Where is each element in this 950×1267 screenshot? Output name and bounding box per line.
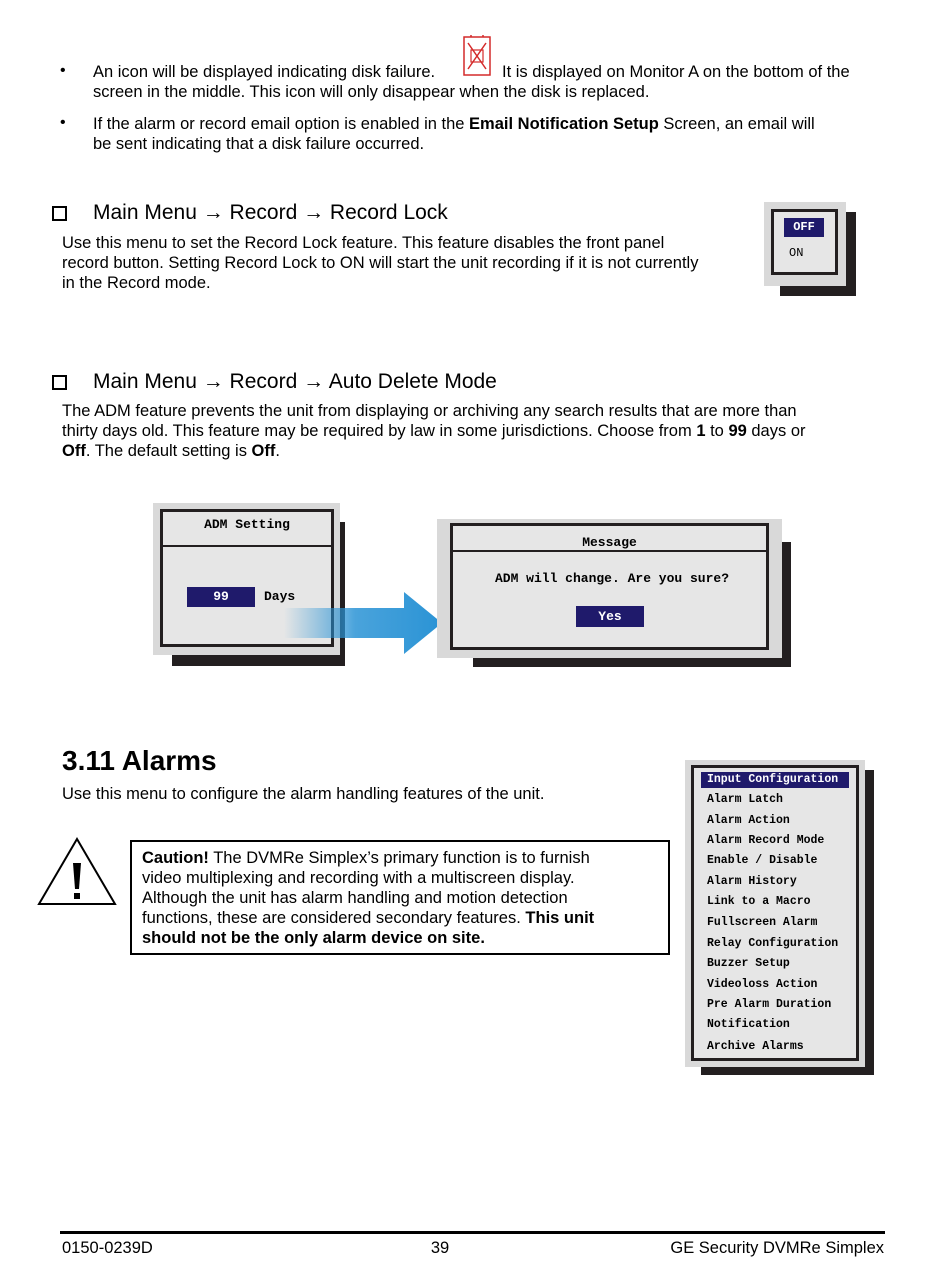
alarm-menu-item[interactable]: Alarm History <box>707 875 797 888</box>
checkbox-bullet-icon <box>52 375 67 390</box>
disk-failure-icon <box>462 35 492 77</box>
bullet-2-line-1: If the alarm or record email option is enabled in the Email Notification Setup Screen, an email will <box>93 115 815 133</box>
adm-days-unit: Days <box>264 589 296 604</box>
alarm-menu-item[interactable]: Relay Configuration <box>707 937 839 950</box>
alarm-menu-item[interactable]: Alarm Action <box>707 814 790 827</box>
record-lock-body: Use this menu to set the Record Lock feature. This feature disables the front panel record button. Setting Record Lock to ON will start the unit recording if it is not currently in the Record mode. <box>62 234 699 292</box>
bullet-marker: • <box>60 62 66 79</box>
bullet-2-line-2: be sent indicating that a disk failure occurred. <box>93 135 425 153</box>
footer-page-number: 39 <box>430 1239 450 1257</box>
message-dialog-text: ADM will change. Are you sure? <box>494 571 730 586</box>
alarm-menu-item[interactable]: Link to a Macro <box>707 895 811 908</box>
record-lock-option-on[interactable]: ON <box>789 246 804 260</box>
footer-rule <box>60 1231 885 1234</box>
bullet-1-line-1: An icon will be displayed indicating disk failure. <box>93 63 436 81</box>
alarm-menu-item[interactable]: Alarm Latch <box>707 793 783 806</box>
checkbox-bullet-icon <box>52 206 67 221</box>
alarms-intro: Use this menu to configure the alarm handling features of the unit. <box>62 785 545 803</box>
record-lock-option-off[interactable]: OFF <box>784 218 824 237</box>
alarm-menu-item[interactable]: Archive Alarms <box>707 1040 804 1053</box>
caution-text: Caution! The DVMRe Simplex’s primary function is to furnish video multiplexing and recording with a multiscreen display. Although the unit has alarm handling and motion detection functions, these are considered secondary features. This unit should not be the only alarm device on site. <box>142 849 595 947</box>
record-lock-heading: Main Menu → Record → Record Lock <box>93 201 448 224</box>
alarm-menu-item[interactable]: Fullscreen Alarm <box>707 916 818 929</box>
adm-dialog-divider <box>163 545 331 547</box>
adm-dialog-title: ADM Setting <box>204 517 290 532</box>
alarm-menu-item[interactable]: Alarm Record Mode <box>707 834 825 847</box>
alarm-menu-item[interactable]: Buzzer Setup <box>707 957 790 970</box>
message-dialog-divider <box>453 550 766 552</box>
bullet-1-line-1b: It is displayed on Monitor A on the bottom of the <box>502 63 850 81</box>
message-dialog-title: Message <box>582 535 637 550</box>
alarm-menu-item[interactable]: Pre Alarm Duration <box>707 998 832 1011</box>
auto-delete-heading: Main Menu → Record → Auto Delete Mode <box>93 370 497 393</box>
warning-icon <box>36 836 118 908</box>
alarm-menu-item-input-configuration[interactable]: Input Configuration <box>701 772 849 788</box>
footer-doc-number: 0150-0239D <box>62 1239 153 1257</box>
yes-button[interactable]: Yes <box>576 606 644 627</box>
alarm-menu-item[interactable]: Enable / Disable <box>707 854 818 867</box>
arrow-right-icon <box>284 592 444 654</box>
bullet-marker: • <box>60 114 66 131</box>
bullet-1-line-2: screen in the middle. This icon will only disappear when the disk is replaced. <box>93 83 650 101</box>
alarm-menu-item[interactable]: Videoloss Action <box>707 978 818 991</box>
alarm-menu-item[interactable]: Notification <box>707 1018 790 1031</box>
alarms-heading: 3.11 Alarms <box>62 745 217 776</box>
adm-days-value[interactable]: 99 <box>187 587 255 607</box>
alarm-menu-inner <box>691 765 859 1061</box>
footer-product: GE Security DVMRe Simplex <box>670 1239 884 1257</box>
auto-delete-body: The ADM feature prevents the unit from displaying or archiving any search results that are more than thirty days old. This feature may be required by law in some jurisdictions. Choose from 1 to 99 days or Off. The default setting is Off. <box>62 402 806 460</box>
